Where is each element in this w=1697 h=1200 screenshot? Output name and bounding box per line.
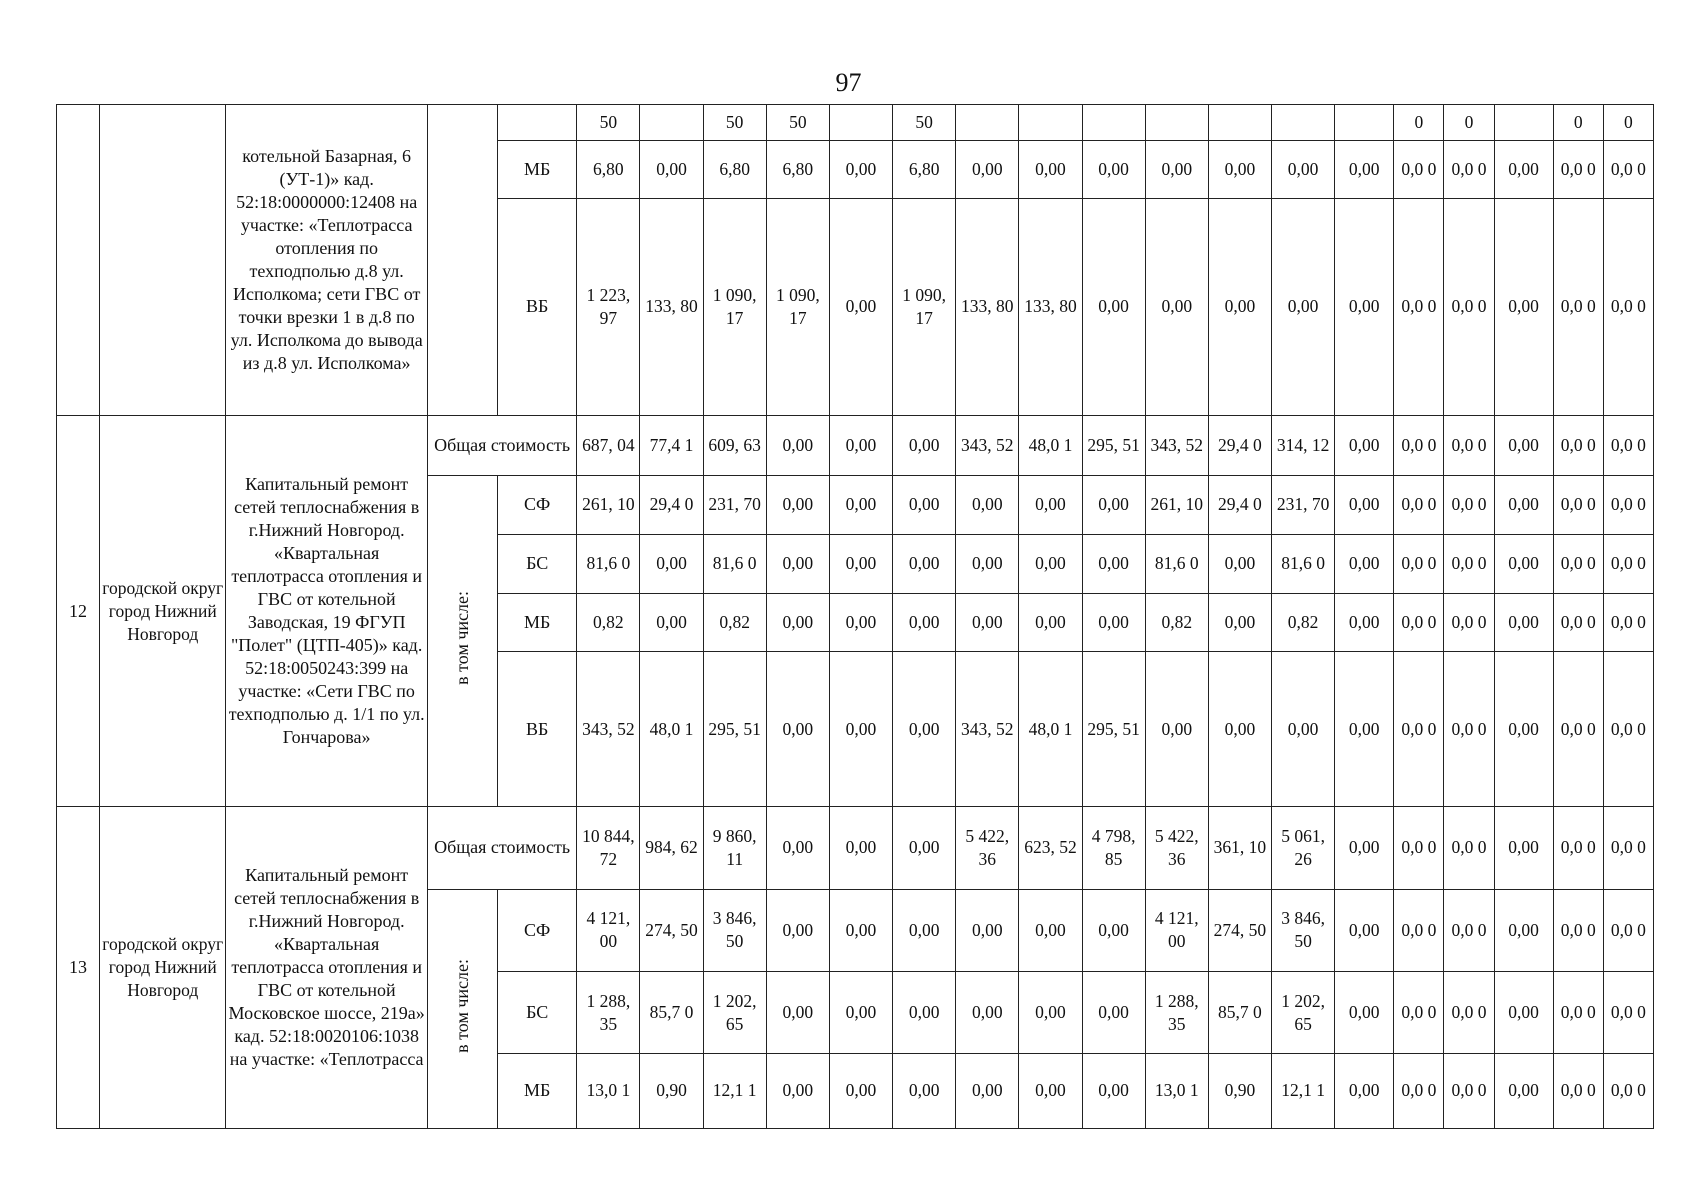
value-cell: 9 860, 11 [703, 806, 766, 889]
value-cell: 0,00 [1208, 652, 1271, 807]
value-cell: 81,6 0 [577, 534, 640, 593]
funding-source-cell: Общая стоимость [427, 806, 576, 889]
page-number: 97 [835, 68, 862, 97]
value-cell: 0,00 [893, 652, 956, 807]
value-cell: 274, 50 [1208, 889, 1271, 972]
value-cell: 0,00 [1494, 806, 1553, 889]
value-cell: 0,00 [1494, 476, 1553, 535]
value-cell: 0,82 [1145, 593, 1208, 652]
value-cell: 50 [766, 105, 829, 141]
value-cell: 0,0 0 [1394, 534, 1444, 593]
value-cell: 0,00 [1335, 972, 1394, 1054]
value-cell: 0,00 [829, 140, 892, 198]
object-description-cell: Капитальный ремонт сетей теплоснабжения в г.Нижний Новгород. «Квартальная теплотрасса отопления и ГВС от котельной Заводская, 19 ФГУП "Полет" (ЦТП-405)» кад. 52:18:0050243:399 на участке: «Сети ГВС по техподполью д. 1/1 по ул. Гончарова» [226, 416, 428, 807]
value-cell: 0,0 0 [1394, 889, 1444, 972]
funding-source-cell: ВБ [498, 198, 577, 416]
value-cell: 0,0 0 [1444, 416, 1494, 476]
value-cell: 0,00 [956, 972, 1019, 1054]
value-cell: 0,0 0 [1553, 140, 1603, 198]
value-cell: 0,0 0 [1553, 198, 1603, 416]
table-row [57, 416, 1654, 476]
value-cell: 0,00 [1082, 593, 1145, 652]
value-cell: 1 223, 97 [577, 198, 640, 416]
value-cell: 0,00 [829, 198, 892, 416]
value-cell: 0,00 [1082, 198, 1145, 416]
value-cell: 77,4 1 [640, 416, 703, 476]
value-cell: 0,00 [956, 1053, 1019, 1128]
value-cell: 0,00 [1494, 534, 1553, 593]
value-cell: 0,0 0 [1394, 198, 1444, 416]
value-cell: 0,00 [893, 416, 956, 476]
value-cell [1082, 105, 1145, 141]
value-cell: 1 288, 35 [1145, 972, 1208, 1054]
value-cell: 5 422, 36 [1145, 806, 1208, 889]
including-label-cell [427, 889, 497, 1128]
value-cell: 0,00 [1335, 198, 1394, 416]
value-cell: 0,00 [766, 593, 829, 652]
value-cell: 3 846, 50 [1271, 889, 1334, 972]
value-cell: 0,00 [1019, 534, 1082, 593]
value-cell: 0,00 [956, 140, 1019, 198]
value-cell: 0,0 0 [1444, 140, 1494, 198]
value-cell: 343, 52 [1145, 416, 1208, 476]
funding-source-cell: Общая стоимость [427, 416, 576, 476]
value-cell [1019, 105, 1082, 141]
value-cell: 48,0 1 [640, 652, 703, 807]
value-cell: 0,00 [640, 593, 703, 652]
value-cell: 361, 10 [1208, 806, 1271, 889]
value-cell: 0,00 [1494, 1053, 1553, 1128]
value-cell: 0,00 [1494, 140, 1553, 198]
including-label: в том числе: [451, 591, 472, 685]
value-cell: 0,00 [1208, 593, 1271, 652]
value-cell: 0,00 [766, 1053, 829, 1128]
value-cell: 0,0 0 [1553, 534, 1603, 593]
value-cell: 0,00 [829, 972, 892, 1054]
value-cell: 0,00 [1019, 972, 1082, 1054]
value-cell: 0,0 0 [1394, 140, 1444, 198]
value-cell: 0,0 0 [1603, 1053, 1653, 1128]
value-cell: 0,0 0 [1394, 806, 1444, 889]
value-cell: 0,82 [703, 593, 766, 652]
value-cell: 0,00 [893, 1053, 956, 1128]
value-cell: 81,6 0 [1145, 534, 1208, 593]
value-cell: 0,00 [956, 534, 1019, 593]
value-cell: 50 [703, 105, 766, 141]
value-cell: 81,6 0 [1271, 534, 1334, 593]
table-row [57, 105, 1654, 141]
value-cell: 50 [577, 105, 640, 141]
value-cell: 0,00 [1271, 652, 1334, 807]
value-cell: 133, 80 [640, 198, 703, 416]
value-cell: 0,00 [1208, 534, 1271, 593]
value-cell [1335, 105, 1394, 141]
value-cell: 0,00 [956, 593, 1019, 652]
value-cell: 13,0 1 [1145, 1053, 1208, 1128]
value-cell: 0,90 [1208, 1053, 1271, 1128]
value-cell: 133, 80 [956, 198, 1019, 416]
value-cell: 1 288, 35 [577, 972, 640, 1054]
value-cell: 0,00 [766, 652, 829, 807]
value-cell: 0,00 [766, 806, 829, 889]
value-cell: 0,00 [893, 889, 956, 972]
including-label-cell [427, 105, 497, 416]
value-cell: 0,00 [893, 806, 956, 889]
value-cell: 10 844, 72 [577, 806, 640, 889]
value-cell: 3 846, 50 [703, 889, 766, 972]
value-cell: 0,0 0 [1444, 534, 1494, 593]
value-cell: 0 [1394, 105, 1444, 141]
value-cell: 4 798, 85 [1082, 806, 1145, 889]
value-cell: 0,00 [1082, 140, 1145, 198]
value-cell: 0,00 [893, 593, 956, 652]
value-cell: 0,0 0 [1553, 889, 1603, 972]
value-cell: 0,0 0 [1553, 806, 1603, 889]
value-cell: 0,00 [1494, 198, 1553, 416]
value-cell [640, 105, 703, 141]
value-cell: 0,00 [1494, 593, 1553, 652]
row-number-cell: 13 [57, 806, 100, 1128]
value-cell: 0,00 [1019, 140, 1082, 198]
value-cell: 0,00 [1019, 476, 1082, 535]
value-cell: 0,00 [1335, 1053, 1394, 1128]
value-cell: 0,00 [1335, 806, 1394, 889]
funding-source-cell: СФ [498, 889, 577, 972]
value-cell: 0 [1444, 105, 1494, 141]
value-cell: 0,0 0 [1444, 889, 1494, 972]
value-cell: 0,00 [1494, 416, 1553, 476]
value-cell [1208, 105, 1271, 141]
value-cell: 0,90 [640, 1053, 703, 1128]
value-cell: 274, 50 [640, 889, 703, 972]
value-cell: 6,80 [766, 140, 829, 198]
value-cell: 0,0 0 [1603, 806, 1653, 889]
value-cell: 0,00 [829, 593, 892, 652]
value-cell: 0,00 [1208, 140, 1271, 198]
value-cell [829, 105, 892, 141]
value-cell: 0,0 0 [1444, 972, 1494, 1054]
value-cell: 0,00 [1019, 889, 1082, 972]
table-row [57, 806, 1654, 889]
value-cell: 0,00 [1082, 476, 1145, 535]
value-cell: 0,00 [640, 140, 703, 198]
value-cell: 0,0 0 [1444, 593, 1494, 652]
value-cell: 4 121, 00 [577, 889, 640, 972]
value-cell: 0,00 [829, 476, 892, 535]
value-cell: 0,00 [1145, 652, 1208, 807]
value-cell: 6,80 [703, 140, 766, 198]
value-cell: 81,6 0 [703, 534, 766, 593]
funding-source-cell: МБ [498, 140, 577, 198]
value-cell: 29,4 0 [1208, 476, 1271, 535]
value-cell: 133, 80 [1019, 198, 1082, 416]
including-label-cell [427, 476, 497, 807]
value-cell: 609, 63 [703, 416, 766, 476]
value-cell: 85,7 0 [1208, 972, 1271, 1054]
value-cell: 1 202, 65 [1271, 972, 1334, 1054]
value-cell: 6,80 [577, 140, 640, 198]
value-cell: 0,00 [829, 416, 892, 476]
value-cell: 0,0 0 [1444, 1053, 1494, 1128]
value-cell: 0,00 [1145, 198, 1208, 416]
value-cell: 0,00 [829, 534, 892, 593]
value-cell: 0,00 [1271, 198, 1334, 416]
municipality-cell: городской округ город Нижний Новгород [100, 416, 226, 807]
value-cell: 0,0 0 [1553, 1053, 1603, 1128]
value-cell [1145, 105, 1208, 141]
value-cell: 5 061, 26 [1271, 806, 1334, 889]
value-cell: 0 [1553, 105, 1603, 141]
value-cell: 984, 62 [640, 806, 703, 889]
value-cell: 0,0 0 [1444, 806, 1494, 889]
funding-source-cell: ВБ [498, 652, 577, 807]
row-number-cell: 12 [57, 416, 100, 807]
value-cell: 0,00 [893, 476, 956, 535]
value-cell: 13,0 1 [577, 1053, 640, 1128]
funding-source-cell: БС [498, 534, 577, 593]
value-cell: 48,0 1 [1019, 652, 1082, 807]
value-cell: 6,80 [893, 140, 956, 198]
value-cell: 0,0 0 [1394, 476, 1444, 535]
value-cell: 0,00 [766, 889, 829, 972]
value-cell: 0,00 [893, 534, 956, 593]
value-cell: 0,00 [1335, 889, 1394, 972]
value-cell: 623, 52 [1019, 806, 1082, 889]
value-cell: 0,0 0 [1394, 972, 1444, 1054]
value-cell: 50 [893, 105, 956, 141]
value-cell: 0,00 [766, 972, 829, 1054]
value-cell [1494, 105, 1553, 141]
value-cell: 0,82 [577, 593, 640, 652]
value-cell: 5 422, 36 [956, 806, 1019, 889]
value-cell: 0,0 0 [1603, 140, 1653, 198]
object-description-cell: Капитальный ремонт сетей теплоснабжения в г.Нижний Новгород. «Квартальная теплотрасса отопления и ГВС от котельной Московское шоссе, 219а» кад. 52:18:0020106:1038 на участке: «Теплотрасса [226, 806, 428, 1128]
value-cell: 0,0 0 [1553, 652, 1603, 807]
value-cell: 29,4 0 [1208, 416, 1271, 476]
value-cell: 343, 52 [956, 416, 1019, 476]
value-cell: 0,0 0 [1394, 652, 1444, 807]
value-cell: 4 121, 00 [1145, 889, 1208, 972]
value-cell: 0,00 [1494, 972, 1553, 1054]
value-cell: 0,00 [1082, 1053, 1145, 1128]
row-number-cell [57, 105, 100, 416]
value-cell: 0,00 [1019, 593, 1082, 652]
value-cell: 0,0 0 [1603, 972, 1653, 1054]
value-cell: 0,0 0 [1603, 889, 1653, 972]
value-cell: 0,00 [640, 534, 703, 593]
value-cell: 0,0 0 [1553, 476, 1603, 535]
value-cell: 0,0 0 [1603, 416, 1653, 476]
value-cell: 231, 70 [1271, 476, 1334, 535]
value-cell: 0 [1603, 105, 1653, 141]
value-cell: 1 090, 17 [766, 198, 829, 416]
value-cell: 0,0 0 [1553, 593, 1603, 652]
value-cell [498, 105, 577, 141]
value-cell [1271, 105, 1334, 141]
value-cell: 687, 04 [577, 416, 640, 476]
including-label: в том числе: [451, 958, 472, 1053]
value-cell: 314, 12 [1271, 416, 1334, 476]
value-cell: 0,00 [1145, 140, 1208, 198]
value-cell: 0,00 [1494, 889, 1553, 972]
funding-source-cell: БС [498, 972, 577, 1054]
value-cell: 12,1 1 [1271, 1053, 1334, 1128]
value-cell: 0,0 0 [1394, 416, 1444, 476]
value-cell: 0,00 [1082, 889, 1145, 972]
value-cell: 0,00 [1271, 140, 1334, 198]
value-cell: 0,00 [1082, 534, 1145, 593]
value-cell: 0,00 [1335, 416, 1394, 476]
value-cell: 0,0 0 [1603, 476, 1653, 535]
value-cell: 0,0 0 [1603, 198, 1653, 416]
value-cell: 0,00 [956, 476, 1019, 535]
value-cell: 0,00 [766, 416, 829, 476]
value-cell: 0,00 [829, 806, 892, 889]
value-cell: 0,0 0 [1444, 198, 1494, 416]
value-cell: 0,00 [1335, 140, 1394, 198]
value-cell: 231, 70 [703, 476, 766, 535]
value-cell: 295, 51 [703, 652, 766, 807]
funding-source-cell: СФ [498, 476, 577, 535]
funding-source-cell: МБ [498, 1053, 577, 1128]
value-cell: 85,7 0 [640, 972, 703, 1054]
value-cell: 0,00 [766, 534, 829, 593]
value-cell: 261, 10 [1145, 476, 1208, 535]
value-cell: 0,0 0 [1553, 972, 1603, 1054]
value-cell: 0,00 [829, 1053, 892, 1128]
value-cell [956, 105, 1019, 141]
value-cell: 295, 51 [1082, 652, 1145, 807]
value-cell: 0,00 [893, 972, 956, 1054]
value-cell: 0,00 [829, 889, 892, 972]
value-cell: 0,00 [1494, 652, 1553, 807]
financing-table [56, 104, 1654, 1129]
value-cell: 0,00 [1335, 534, 1394, 593]
value-cell: 12,1 1 [703, 1053, 766, 1128]
value-cell: 0,00 [956, 889, 1019, 972]
value-cell: 0,0 0 [1394, 1053, 1444, 1128]
value-cell: 1 090, 17 [893, 198, 956, 416]
value-cell: 0,00 [1208, 198, 1271, 416]
value-cell: 0,82 [1271, 593, 1334, 652]
value-cell: 0,00 [829, 652, 892, 807]
value-cell: 0,0 0 [1603, 534, 1653, 593]
object-description-cell: котельной Базарная, 6 (УТ-1)» кад. 52:18:0000000:12408 на участке: «Теплотрасса отопления по техподполью д.8 ул. Исполкома; сети ГВС от точки врезки 1 в д.8 по ул. Исполкома до вывода из д.8 ул. Исполкома» [226, 105, 428, 416]
value-cell: 0,0 0 [1444, 652, 1494, 807]
value-cell: 0,0 0 [1603, 593, 1653, 652]
value-cell: 0,0 0 [1603, 652, 1653, 807]
value-cell: 0,00 [1335, 593, 1394, 652]
value-cell: 0,0 0 [1553, 416, 1603, 476]
value-cell: 0,0 0 [1444, 476, 1494, 535]
value-cell: 0,00 [1082, 972, 1145, 1054]
value-cell: 261, 10 [577, 476, 640, 535]
value-cell: 343, 52 [956, 652, 1019, 807]
value-cell: 295, 51 [1082, 416, 1145, 476]
value-cell: 0,00 [1335, 652, 1394, 807]
value-cell: 29,4 0 [640, 476, 703, 535]
value-cell: 0,0 0 [1394, 593, 1444, 652]
value-cell: 0,00 [1019, 1053, 1082, 1128]
value-cell: 0,00 [1335, 476, 1394, 535]
municipality-cell [100, 105, 226, 416]
value-cell: 1 202, 65 [703, 972, 766, 1054]
municipality-cell: городской округ город Нижний Новгород [100, 806, 226, 1128]
value-cell: 343, 52 [577, 652, 640, 807]
value-cell: 48,0 1 [1019, 416, 1082, 476]
funding-source-cell: МБ [498, 593, 577, 652]
value-cell: 0,00 [766, 476, 829, 535]
value-cell: 1 090, 17 [703, 198, 766, 416]
